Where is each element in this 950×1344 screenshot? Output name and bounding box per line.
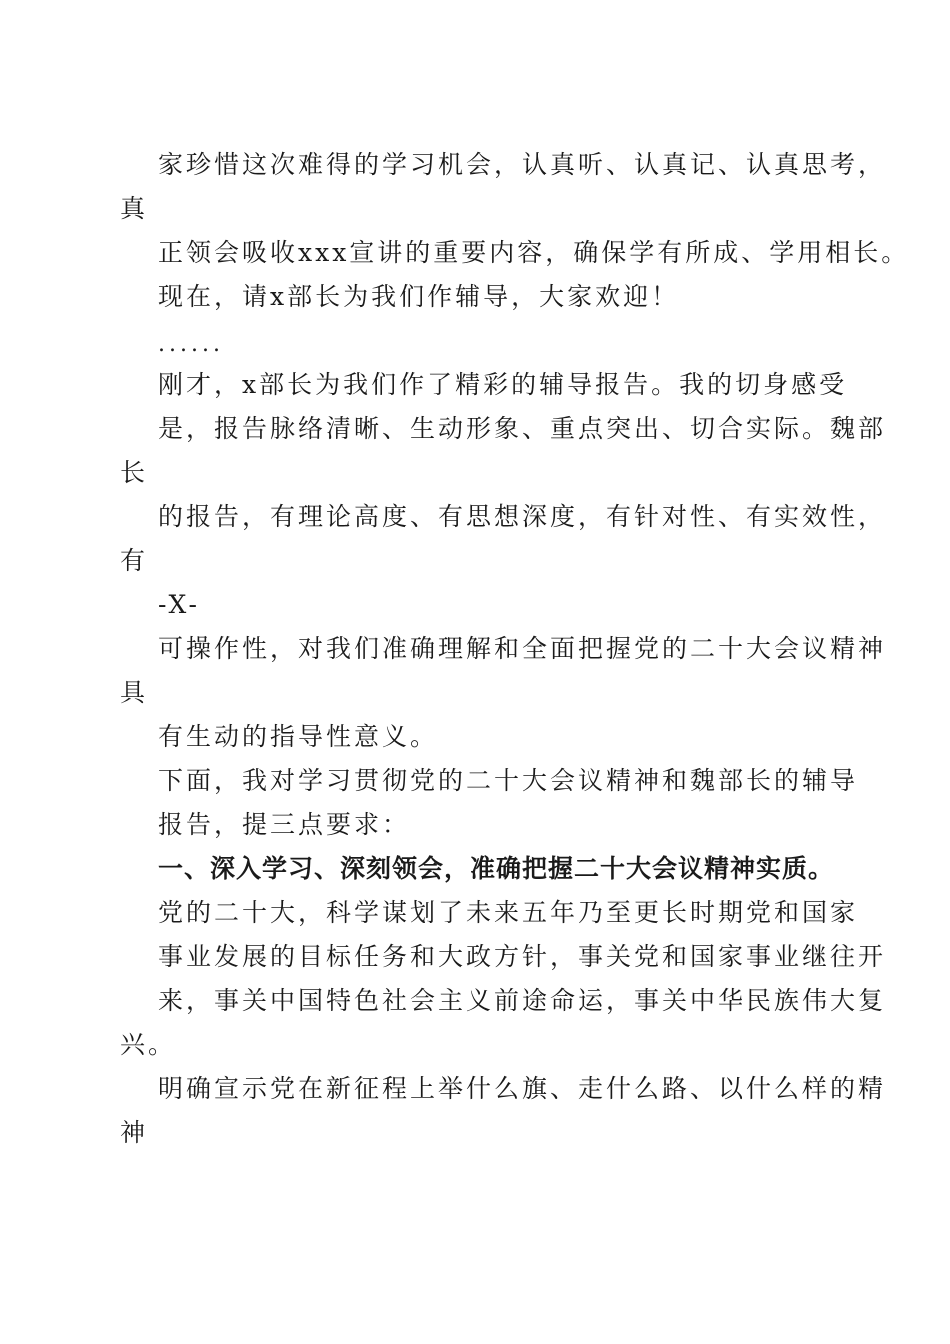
ellipsis-line: ......: [158, 332, 224, 357]
text-line: 神: [120, 1118, 149, 1147]
text-line: 明确宣示党在新征程上举什么旗、走什么路、以什么样的精: [158, 1074, 887, 1103]
section-heading: 一、深入学习、深刻领会，准确把握二十大会议精神实质。: [158, 854, 835, 883]
text-line: 可操作性，对我们准确理解和全面把握党的二十大会议精神: [158, 634, 887, 663]
text-line: 有生动的指导性意义。: [158, 722, 439, 751]
text-line: 家珍惜这次难得的学习机会，认真听、认真记、认真思考，: [158, 150, 887, 179]
text-line: 是，报告脉络清晰、生动形象、重点突出、切合实际。魏部: [158, 414, 887, 443]
text-line: 正领会吸收xxx宣讲的重要内容，确保学有所成、学用相长。: [158, 238, 910, 267]
text-line: 真: [120, 194, 149, 223]
text-line: 具: [120, 678, 149, 707]
page-number: -X-: [158, 590, 200, 619]
text-line: 下面，我对学习贯彻党的二十大会议精神和魏部长的辅导: [158, 766, 859, 795]
text-line: 现在，请x部长为我们作辅导，大家欢迎！: [158, 282, 680, 311]
text-line: 来，事关中国特色社会主义前途命运，事关中华民族伟大复: [158, 986, 887, 1015]
text-line: 刚才，x部长为我们作了精彩的辅导报告。我的切身感受: [158, 370, 848, 399]
text-line: 有: [120, 546, 149, 575]
text-line: 报告，提三点要求：: [158, 810, 411, 839]
text-line: 兴。: [120, 1030, 177, 1059]
text-line: 的报告，有理论高度、有思想深度，有针对性、有实效性，: [158, 502, 887, 531]
text-line: 党的二十大，科学谋划了未来五年乃至更长时期党和国家: [158, 898, 859, 927]
text-line: 事业发展的目标任务和大政方针，事关党和国家事业继往开: [158, 942, 887, 971]
text-line: 长: [120, 458, 149, 487]
